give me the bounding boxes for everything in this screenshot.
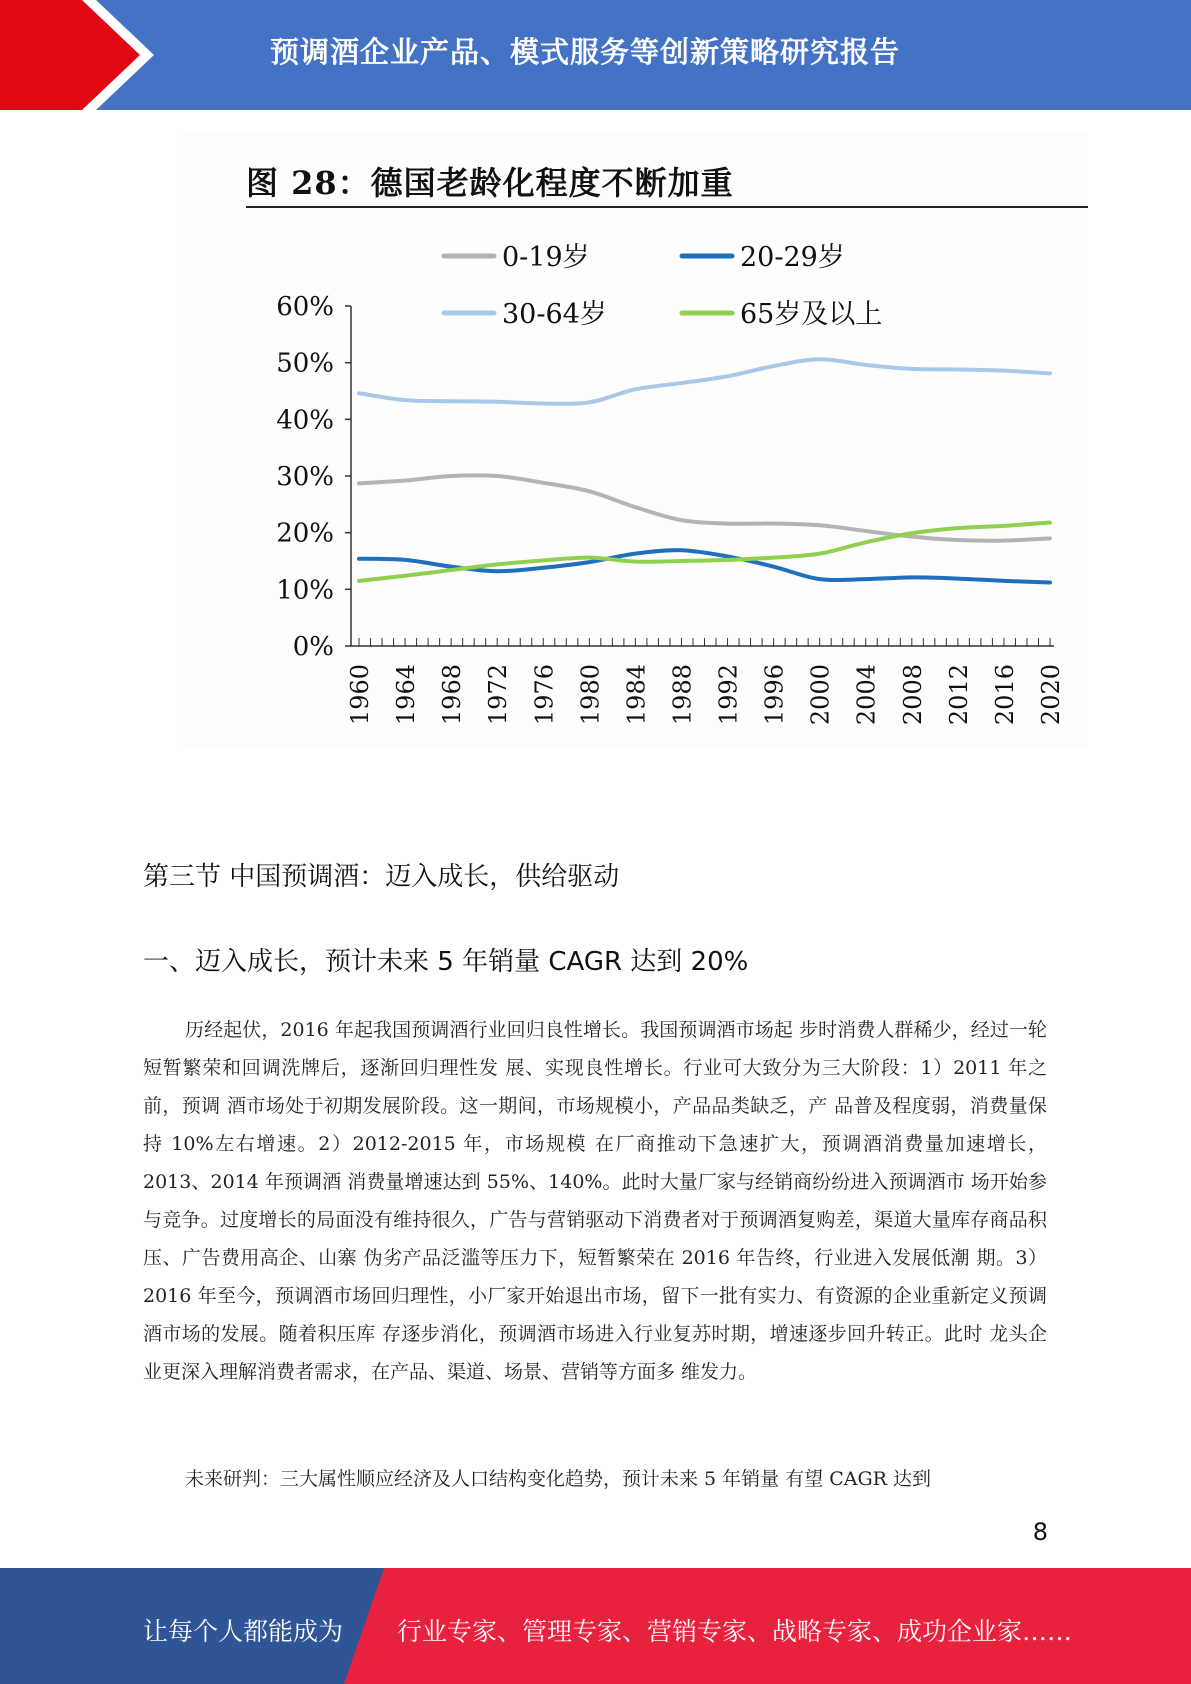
x-tick-label: 1996 bbox=[760, 664, 789, 726]
figure-title: 图 28：德国老龄化程度不断加重 bbox=[246, 164, 734, 202]
x-tick-label: 1972 bbox=[484, 664, 513, 726]
x-tick-label: 1976 bbox=[530, 664, 559, 726]
x-tick-label: 1980 bbox=[576, 664, 605, 726]
x-tick-label: 1984 bbox=[622, 664, 651, 726]
x-tick-label: 2004 bbox=[852, 664, 881, 726]
x-tick-label: 1988 bbox=[668, 664, 697, 726]
chart-series bbox=[359, 359, 1050, 582]
section-subheading: 一、迈入成长，预计未来 5 年销量 CAGR 达到 20% bbox=[143, 947, 749, 977]
series-line bbox=[359, 550, 1050, 582]
header-red-arrow bbox=[0, 0, 140, 110]
page-footer bbox=[0, 1568, 1191, 1684]
footer-slogan-left: 让每个人都能成为 bbox=[143, 1617, 344, 1646]
legend-label: 20-29岁 bbox=[740, 242, 845, 273]
y-tick-label: 20% bbox=[276, 518, 334, 549]
y-tick-label: 50% bbox=[276, 348, 334, 379]
x-tick-label: 2020 bbox=[1037, 664, 1065, 726]
page-header bbox=[0, 0, 1191, 110]
x-tick-label: 1964 bbox=[392, 664, 421, 726]
y-axis bbox=[276, 292, 351, 662]
x-tick-label: 1960 bbox=[346, 664, 374, 726]
legend-label: 30-64岁 bbox=[502, 299, 607, 330]
x-tick-label: 1992 bbox=[714, 664, 743, 726]
legend-label: 0-19岁 bbox=[502, 242, 590, 273]
footer-slogan-right: 行业专家、管理专家、营销专家、战略专家、成功企业家…… bbox=[397, 1617, 1073, 1646]
report-title: 预调酒企业产品、模式服务等创新策略研究报告 bbox=[270, 35, 901, 69]
body-paragraph-2: 未来研判：三大属性顺应经济及人口结构变化趋势，预计未来 5 年销量 有望 CAGR 达到 bbox=[185, 1468, 932, 1490]
x-axis bbox=[346, 638, 1065, 725]
y-tick-label: 30% bbox=[276, 462, 334, 492]
chart-legend bbox=[444, 242, 882, 330]
section-heading: 第三节 中国预调酒：迈入成长，供给驱动 bbox=[143, 862, 620, 892]
x-tick-label: 2000 bbox=[806, 664, 835, 726]
y-tick-label: 10% bbox=[276, 575, 334, 606]
y-tick-label: 60% bbox=[276, 292, 334, 322]
legend-label: 65岁及以上 bbox=[740, 299, 883, 330]
body-paragraph-1: 历经起伏，2016 年起我国预调酒行业回归良性增长。我国预调酒市场起 步时消费人群稀少，经过一轮短暂繁荣和回调洗牌后，逐渐回归理性发 展、实现良性增长。行业可大致分为三大阶段：1）2011 年之前，预调 酒市场处于初期发展阶段。这一期间，市场规模小，产品品类缺乏，产 品普及程度弱，消费量保持 10%左右增速。2）2012-2015 年，市场规模 在厂商推动下急速扩大，预调酒消费量加速增长，2013、2014 年预调酒 消费量增速达到 55%、140%。此时大量厂家与经销商纷纷进入预调酒市 场开始参与竞争。过度增长的局面没有维持很久，广告与营销驱动下消费者对于预调酒复购差，渠道大量库存商品积压、广告费用高企、山寨 伪劣产品泛滥等压力下，短暂繁荣在 2016 年告终，行业进入发展低潮 期。3）2016 年至今，预调酒市场回归理性，小厂家开始退出市场，留下一批有实力、有资源的企业重新定义预调酒市场的发展。随着积压库 存逐步消化，预调酒市场进入行业复苏时期，增速逐步回升转正。此时 龙头企业更深入理解消费者需求，在产品、渠道、场景、营销等方面多 维发力。 bbox=[143, 1019, 1047, 1383]
x-tick-label: 2016 bbox=[990, 664, 1019, 726]
x-tick-label: 2008 bbox=[898, 664, 927, 726]
page-number: 8 bbox=[1032, 1518, 1048, 1546]
x-tick-label: 1968 bbox=[438, 664, 467, 726]
y-tick-label: 40% bbox=[276, 405, 334, 436]
figure-28 bbox=[182, 132, 1088, 747]
y-tick-label: 0% bbox=[292, 632, 334, 662]
series-line bbox=[359, 359, 1050, 404]
line-chart bbox=[182, 132, 1088, 747]
x-tick-label: 2012 bbox=[944, 664, 973, 726]
